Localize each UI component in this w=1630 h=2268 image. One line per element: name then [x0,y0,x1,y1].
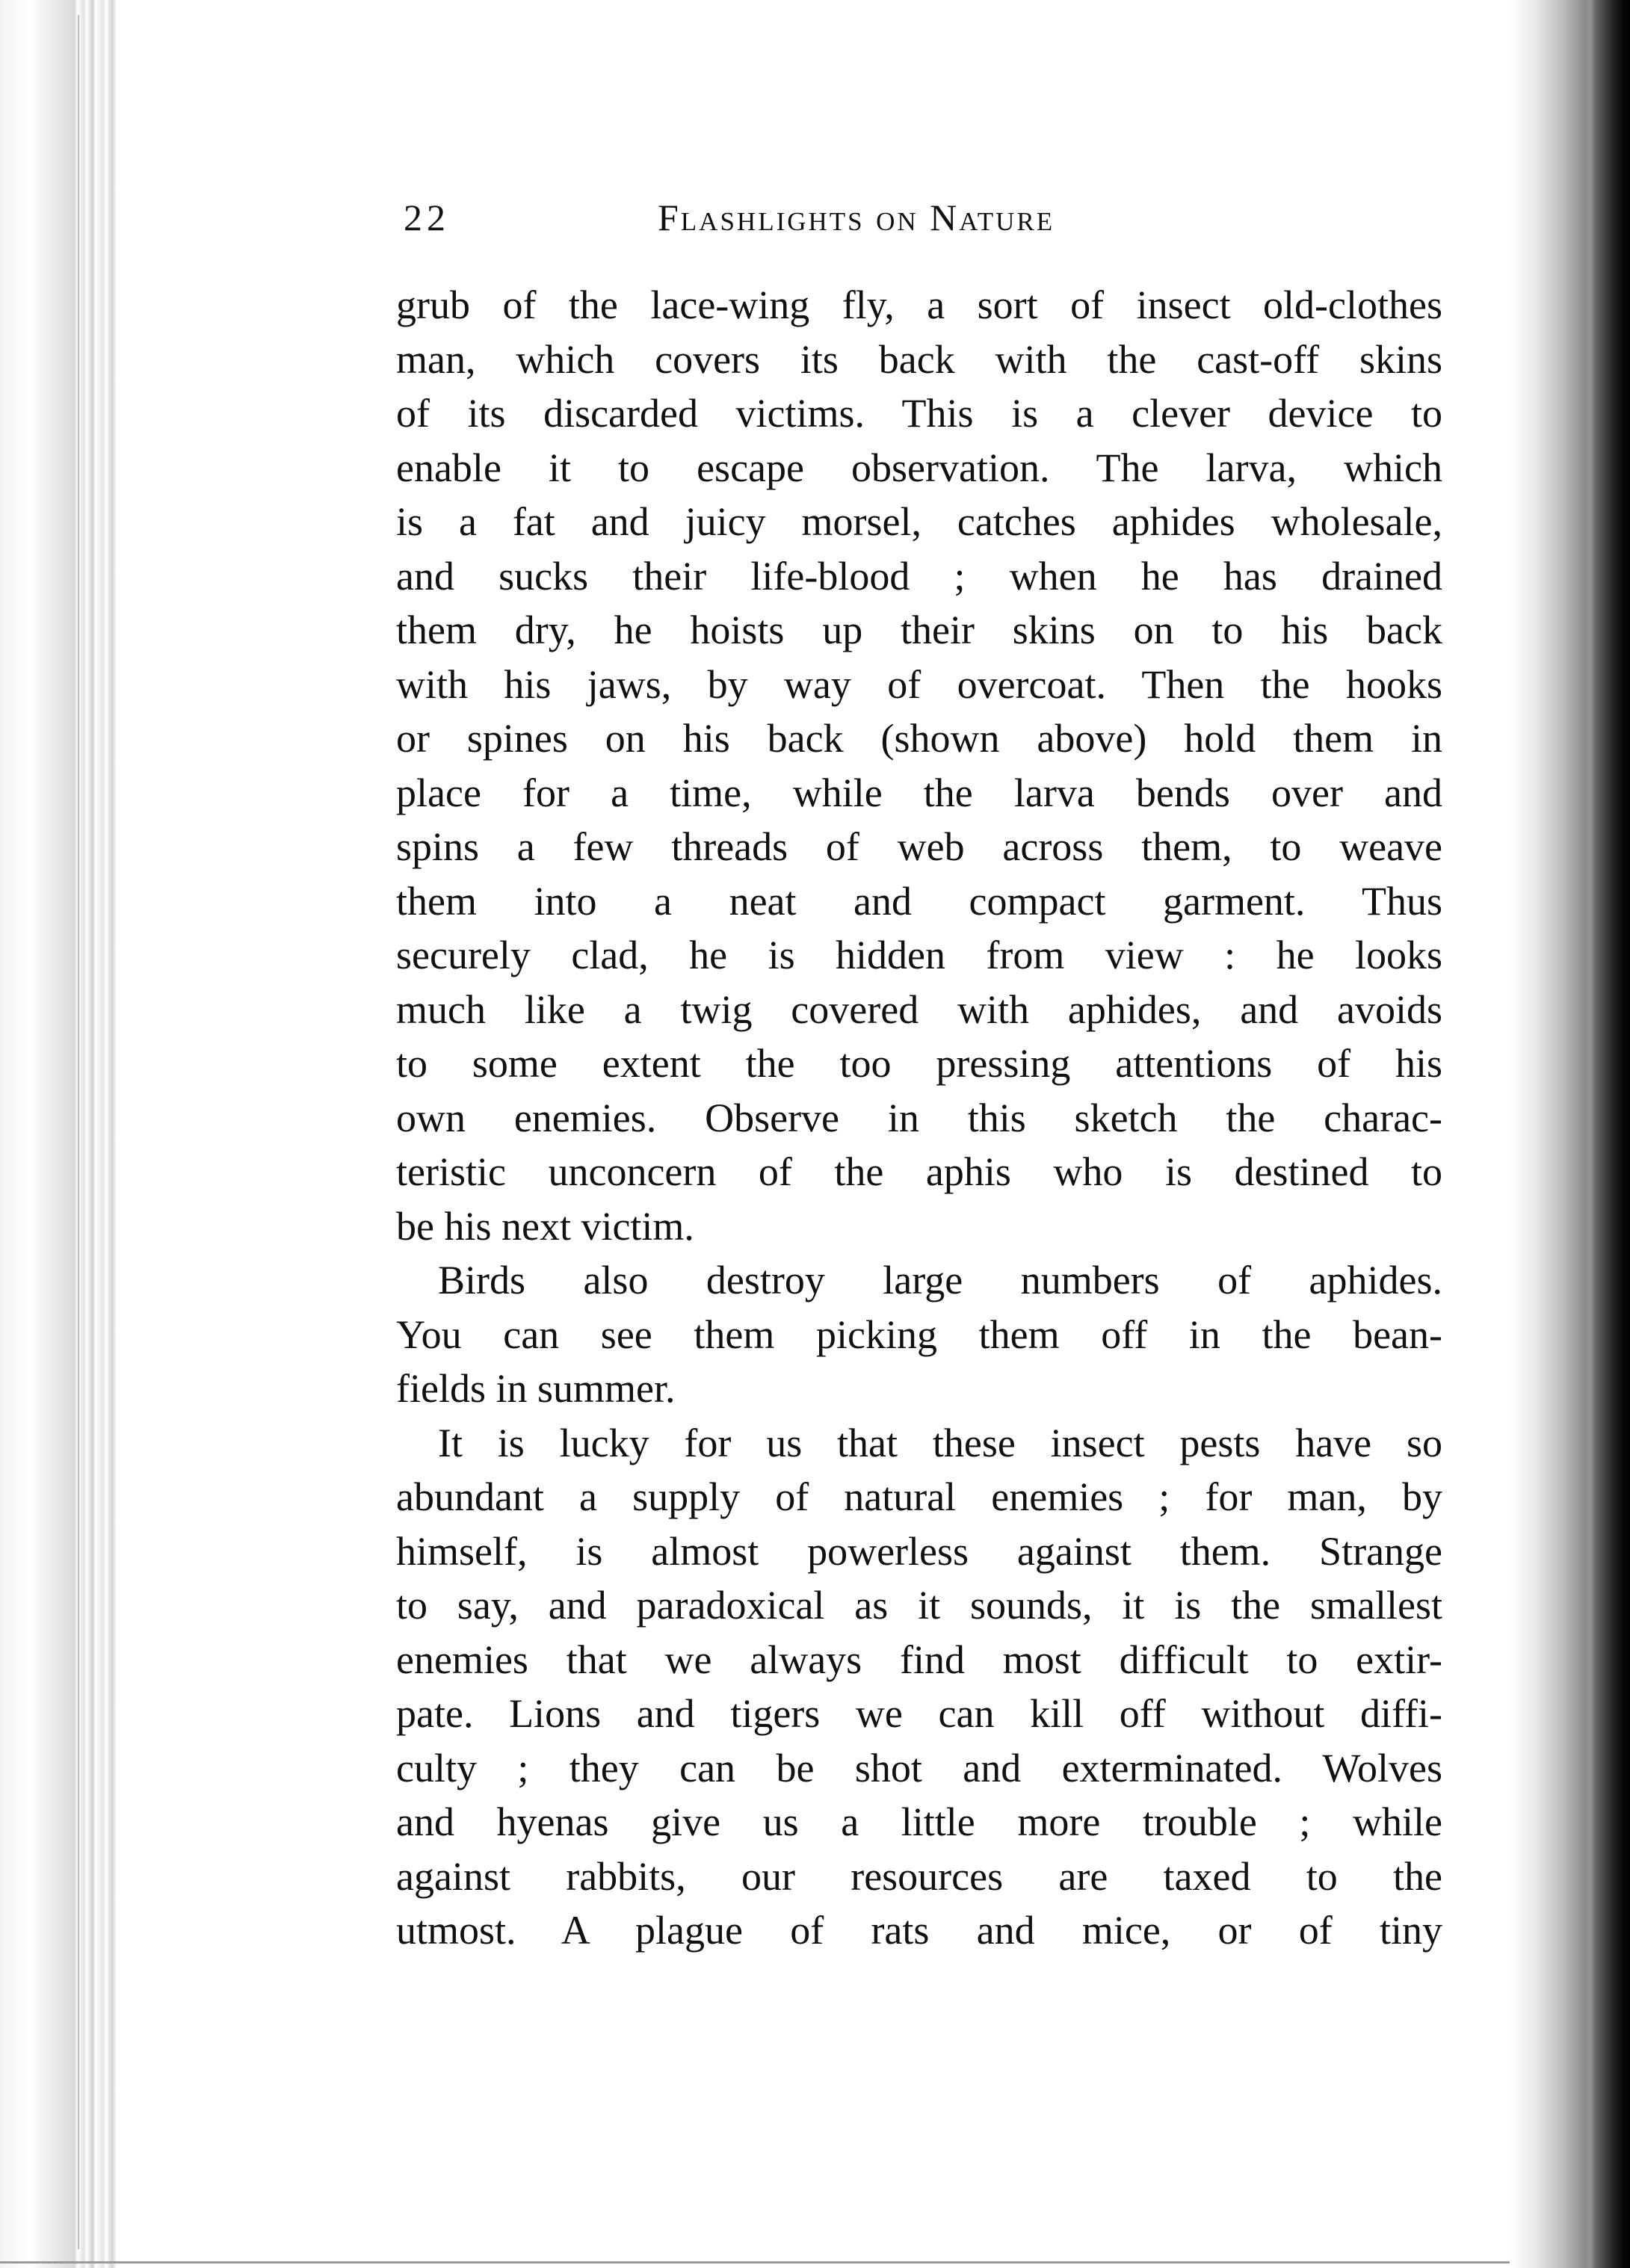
text-line: them dry, he hoists up their skins on to his back [396,608,1442,652]
text-line: spins a few threads of web across them, to weave [396,824,1442,869]
text-line: be his next victim. [396,1203,694,1249]
page-bottom-edge [0,2261,1510,2264]
text-line: enable it to escape observation. The larva, which [396,445,1442,490]
text-line: Birds also destroy large numbers of aphides. [438,1258,1442,1303]
text-line: is a fat and juicy morsel, catches aphides wholesale, [396,499,1442,544]
text-line: with his jaws, by way of overcoat. Then the hooks [396,661,1442,707]
text-line: It is lucky for us that these insect pests have so [438,1420,1442,1465]
text-line: enemies that we always find most difficult to extir- [396,1637,1442,1682]
text-line: himself, is almost powerless against them. Strange [396,1528,1442,1574]
text-line: against rabbits, our resources are taxed to the [396,1853,1442,1899]
text-line: man, which covers its back with the cast-off skins [396,336,1442,382]
text-line: fields in summer. [396,1366,676,1411]
paragraph [396,278,1442,1253]
text-line: grub of the lace-wing fly, a sort of insect old-clothes [396,282,1442,327]
page-number: 22 [404,197,450,238]
text-line: and hyenas give us a little more trouble ; while [396,1799,1442,1844]
text-line: teristic unconcern of the aphis who is destined to [396,1149,1442,1194]
text-line: You can see them picking them off in the bean- [396,1311,1442,1357]
text-line: them into a neat and compact garment. Thus [396,878,1442,924]
text-line: utmost. A plague of rats and mice, or of tiny [396,1908,1442,1953]
text-line: much like a twig covered with aphides, and avoids [396,986,1442,1032]
text-line: and sucks their life-blood ; when he has drained [396,553,1442,599]
text-line: culty ; they can be shot and exterminated. Wolves [396,1745,1442,1790]
body-text [396,278,1442,1958]
text-line: pate. Lions and tigers we can kill off without diffi- [396,1691,1442,1736]
text-line: place for a time, while the larva bends over and [396,770,1442,815]
text-line: of its discarded victims. This is a clever device to [396,391,1442,436]
text-line: to say, and paradoxical as it sounds, it is the smallest [396,1583,1442,1628]
page-header [404,196,1435,256]
text-line: abundant a supply of natural enemies ; for man, by [396,1474,1442,1519]
text-line: own enemies. Observe in this sketch the charac- [396,1095,1442,1140]
page-edge-stack [0,0,149,2268]
paragraph [396,1416,1442,1958]
text-line: or spines on his back (shown above) hold them in [396,716,1442,761]
running-head: Flashlights on Nature [658,197,1055,238]
text-line: securely clad, he is hidden from view : he looks [396,933,1442,977]
paragraph [396,1253,1442,1416]
text-line: to some extent the too pressing attentions of his [396,1041,1442,1086]
binding-shadow [1510,0,1630,2268]
